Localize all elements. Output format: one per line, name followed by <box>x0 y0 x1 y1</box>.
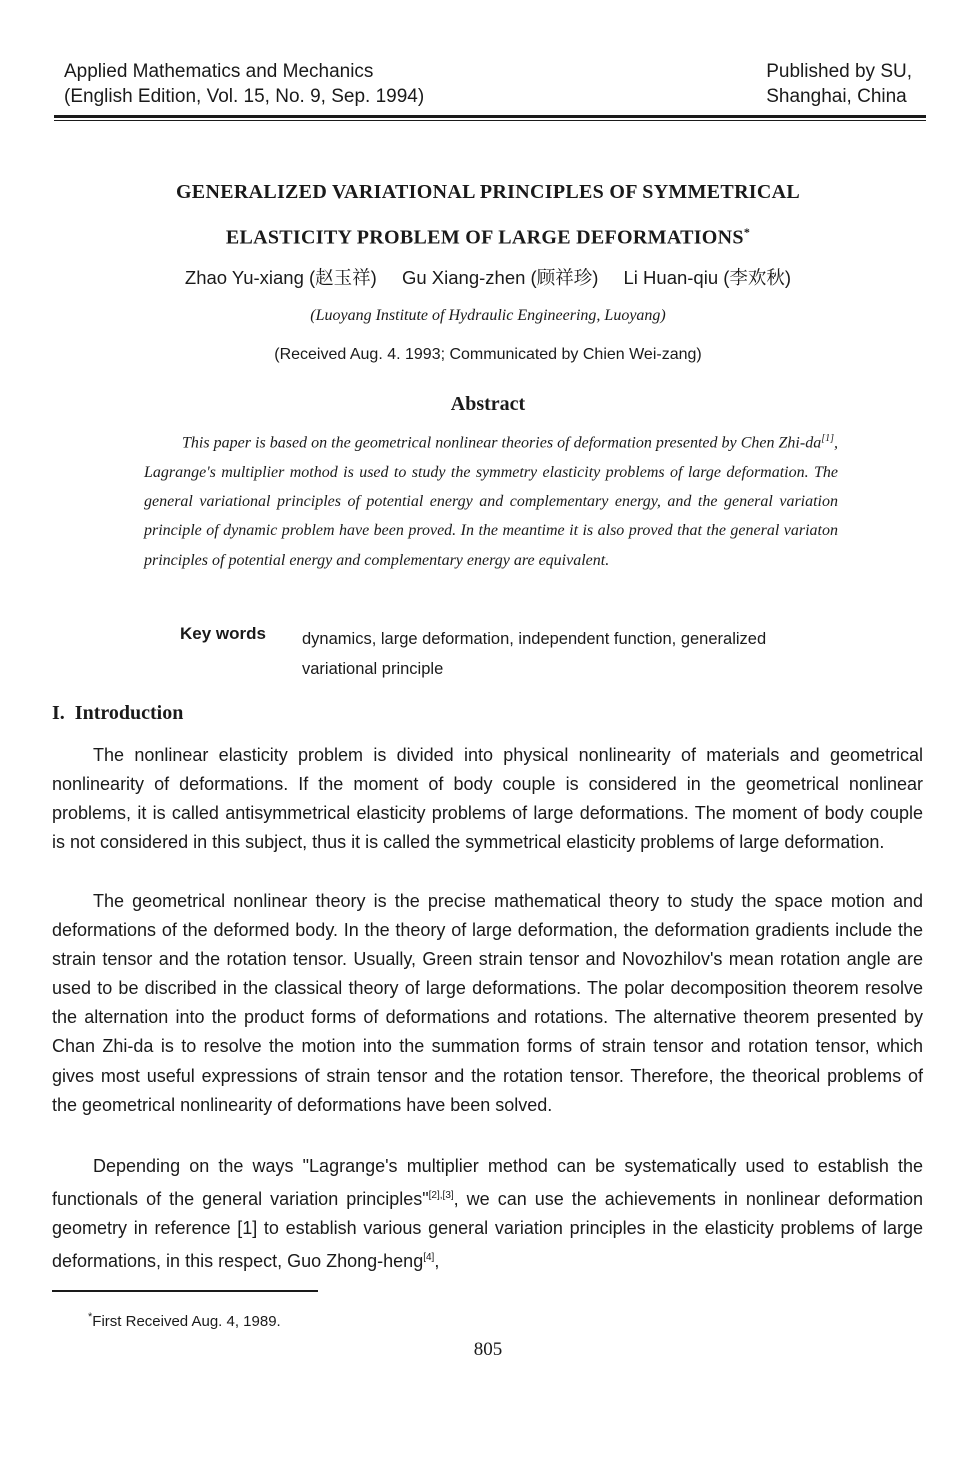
abstract-text <box>144 424 838 575</box>
author-list <box>0 264 976 290</box>
publisher-header <box>766 59 912 109</box>
journal-header <box>64 59 424 109</box>
page-number: 805 <box>473 1339 503 1360</box>
paragraph-3-text-c: , <box>434 1251 440 1272</box>
keywords-label: Key words <box>180 624 266 643</box>
header-rule-thick <box>54 115 926 118</box>
title-line-2-wrap <box>0 212 976 258</box>
author-2: Gu Xiang-zhen (顾祥珍) <box>401 267 599 288</box>
header-rule-thin <box>54 120 926 121</box>
abstract-text-b: , Lagrange's multiplier mothod is used to study the symmetry elasticity problems of large deformation. The general variational principles of potential energy and complementary energy, and the general variation principle of dynamic problem have been proved. In the meantime it is also proved that the general variaton principles of potential energy and complementary energy are equivalent. <box>144 434 838 569</box>
title-footnote-mark: * <box>743 225 751 239</box>
paragraph-1-text: The nonlinear elasticity problem is divided into physical nonlinearity of materials and geometrical nonlinearity of deformations. If the moment of body couple is considered in the geometrical nonlinear problems, it is called antisymmetrical elasticity problems of large deformations. The moment of body couple is not considered in this subject, thus it is called the symmetrical elasticity problems of large deformation. <box>52 745 923 853</box>
author-3: Li Huan-qiu (李欢秋) <box>623 267 792 288</box>
abstract-citation: [1] <box>821 433 834 444</box>
paragraph-3-text-a: Depending on the ways "Lagrange's multiplier method can be systematically used to establish the functionals of the general variation principles" <box>52 1156 923 1210</box>
paragraph-1 <box>52 741 923 857</box>
footnote-mark: * <box>88 1311 93 1323</box>
paper-title <box>0 172 976 258</box>
journal-edition: (English Edition, Vol. 15, No. 9, Sep. 1994) <box>64 86 425 107</box>
paragraph-2-text: The geometrical nonlinear theory is the precise mathematical theory to study the space motion and deformations of the deformed body. In the theory of large deformation, the deformation gradients include the strain tensor and the rotation tensor. Usually, Green strain tensor and Novozhilov's mean rotation angle are used to be discribed in the classical theory of large deformations. The polar decomposition theorem resolve the alternation into the product forms of deformations and rotations. The alternative theorem presented by Chan Zhi-da is to resolve the motion into the summation forms of strain tensor and rotation tensor, which gives most useful expressions of strain tensor and the rotation tensor. Therefore, the theorical problems of the geometrical nonlinearity of deformations have been solved. <box>52 891 923 1115</box>
footnote-text: First Received Aug. 4, 1989. <box>92 1313 281 1330</box>
footnote-rule <box>52 1290 318 1292</box>
received-note: (Received Aug. 4. 1993; Communicated by Chien Wei-zang) <box>274 346 702 363</box>
keywords-text: dynamics, large deformation, independent function, generalized variational principle <box>302 630 767 678</box>
journal-name: Applied Mathematics and Mechanics <box>64 61 374 82</box>
abstract-text-a: This paper is based on the geometrical nonlinear theories of deformation presented by Chen Zhi-da <box>182 434 822 452</box>
author-1: Zhao Yu-xiang (赵玉祥) <box>184 267 377 288</box>
abstract-heading: Abstract <box>450 393 526 415</box>
paragraph-3-text-b: , we can use the achievements in nonlinear deformation geometry in reference [1] to establish various general variation principles in the elasticity problems of large deformations, in this respect, Guo Zhong-heng <box>52 1189 924 1272</box>
publisher-name: Published by SU, <box>766 61 912 82</box>
footnote <box>88 1311 281 1330</box>
title-line-2: ELASTICITY PROBLEM OF LARGE DEFORMATIONS <box>225 226 744 249</box>
section-heading: I. Introduction <box>52 702 184 724</box>
paragraph-3 <box>52 1152 923 1276</box>
paragraph-3-citation: [2],[3] <box>428 1190 454 1202</box>
paragraph-2 <box>52 887 923 1120</box>
title-line-1: GENERALIZED VARIATIONAL PRINCIPLES OF SYMMETRICAL <box>175 181 801 203</box>
affiliation: (Luoyang Institute of Hydraulic Engineering, Luoyang) <box>310 307 666 324</box>
publisher-location: Shanghai, China <box>766 86 907 107</box>
paragraph-3-citation-2: [4] <box>423 1252 435 1264</box>
